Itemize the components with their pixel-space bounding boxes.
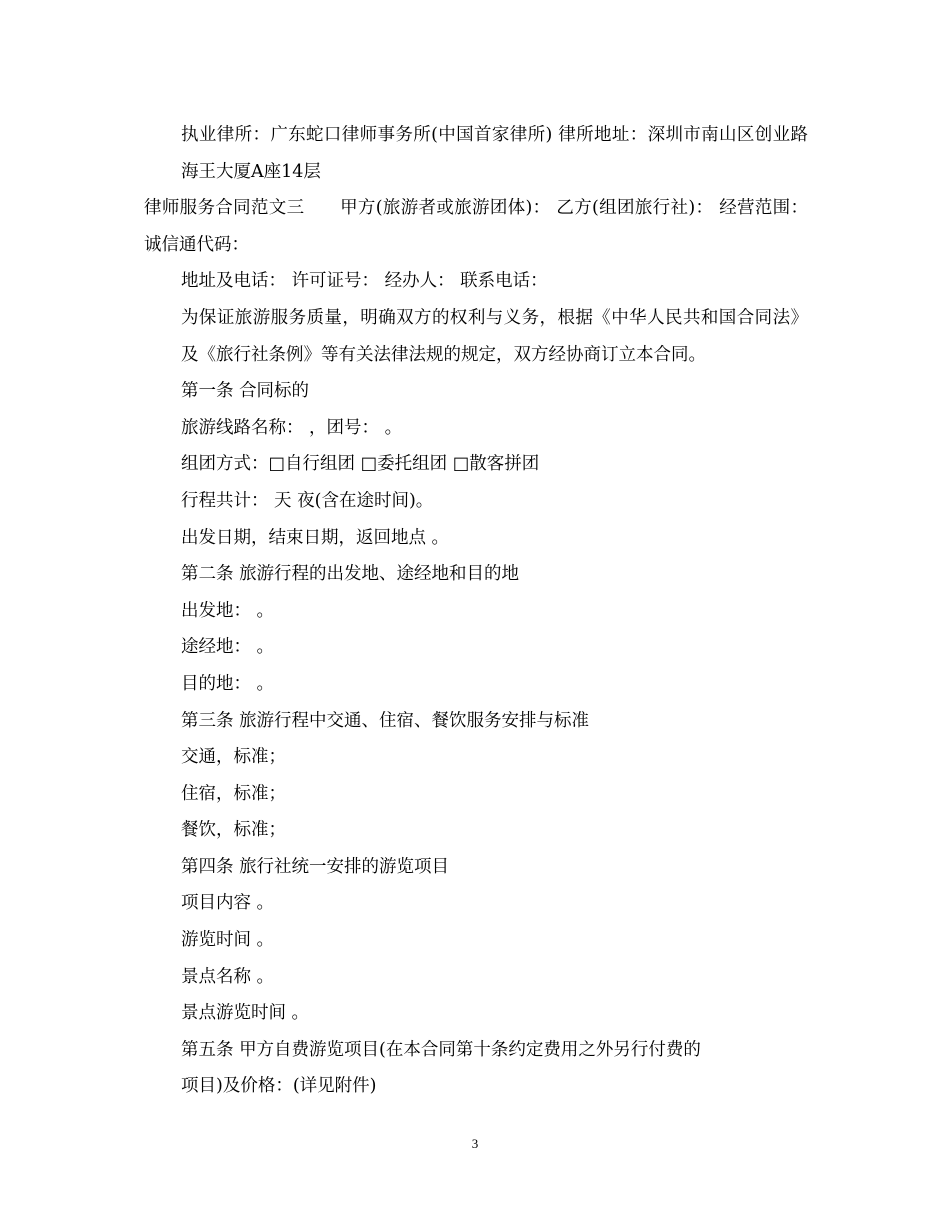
paragraph: 地址及电话： 许可证号： 经办人： 联系电话： (181, 271, 548, 292)
paragraph: 第一条 合同标的 (181, 381, 310, 402)
paragraph: 餐饮，标准； (181, 820, 286, 841)
paragraph: 第五条 甲方自费游览项目(在本合同第十条约定费用之外另行付费的 (181, 1039, 701, 1060)
paragraph: 律师服务合同范文三 甲方(旅游者或旅游团体)： 乙方(组团旅行社)： 经营范围： 诚信通代码： (144, 198, 808, 255)
paragraph: 第三条 旅游行程中交通、住宿、餐饮服务安排与标准 (181, 710, 590, 731)
paragraph: 出发日期，结束日期，返回地点 。 (181, 527, 450, 548)
paragraph: 旅游线路名称： ，团号： 。 (181, 417, 403, 438)
paragraph: 游览时间 。 (181, 930, 275, 951)
paragraph: 出发地： 。 (181, 600, 275, 621)
document-body (144, 117, 808, 1105)
page-number: 3 (471, 1136, 479, 1151)
paragraph: 住宿，标准； (181, 783, 286, 804)
paragraph: 交通，标准； (181, 747, 286, 768)
paragraph: 景点游览时间 。 (181, 1003, 310, 1024)
paragraph: 行程共计： 天 夜(含在途时间)。 (181, 490, 434, 511)
paragraph: 第四条 旅行社统一安排的游览项目 (181, 856, 450, 877)
paragraph: 途经地： 。 (181, 637, 275, 658)
paragraph: 景点名称 。 (181, 966, 275, 987)
paragraph: 执业律所：广东蛇口律师事务所(中国首家律所) 律所地址：深圳市南山区创业路海王大厦A座14层 (181, 125, 808, 182)
paragraph: 为保证旅游服务质量，明确双方的权利与义务，根据《中华人民共和国合同法》及《旅行社条例》等有关法律法规的规定，双方经协商订立本合同。 (181, 307, 808, 365)
paragraph: 组团方式：□自行组团 □委托组团 □散客拼团 (181, 454, 540, 475)
paragraph: 项目)及价格：(详见附件) (181, 1076, 377, 1097)
paragraph: 项目内容 。 (181, 893, 275, 914)
paragraph: 目的地： 。 (181, 673, 275, 694)
paragraph: 第二条 旅游行程的出发地、途经地和目的地 (181, 564, 520, 585)
